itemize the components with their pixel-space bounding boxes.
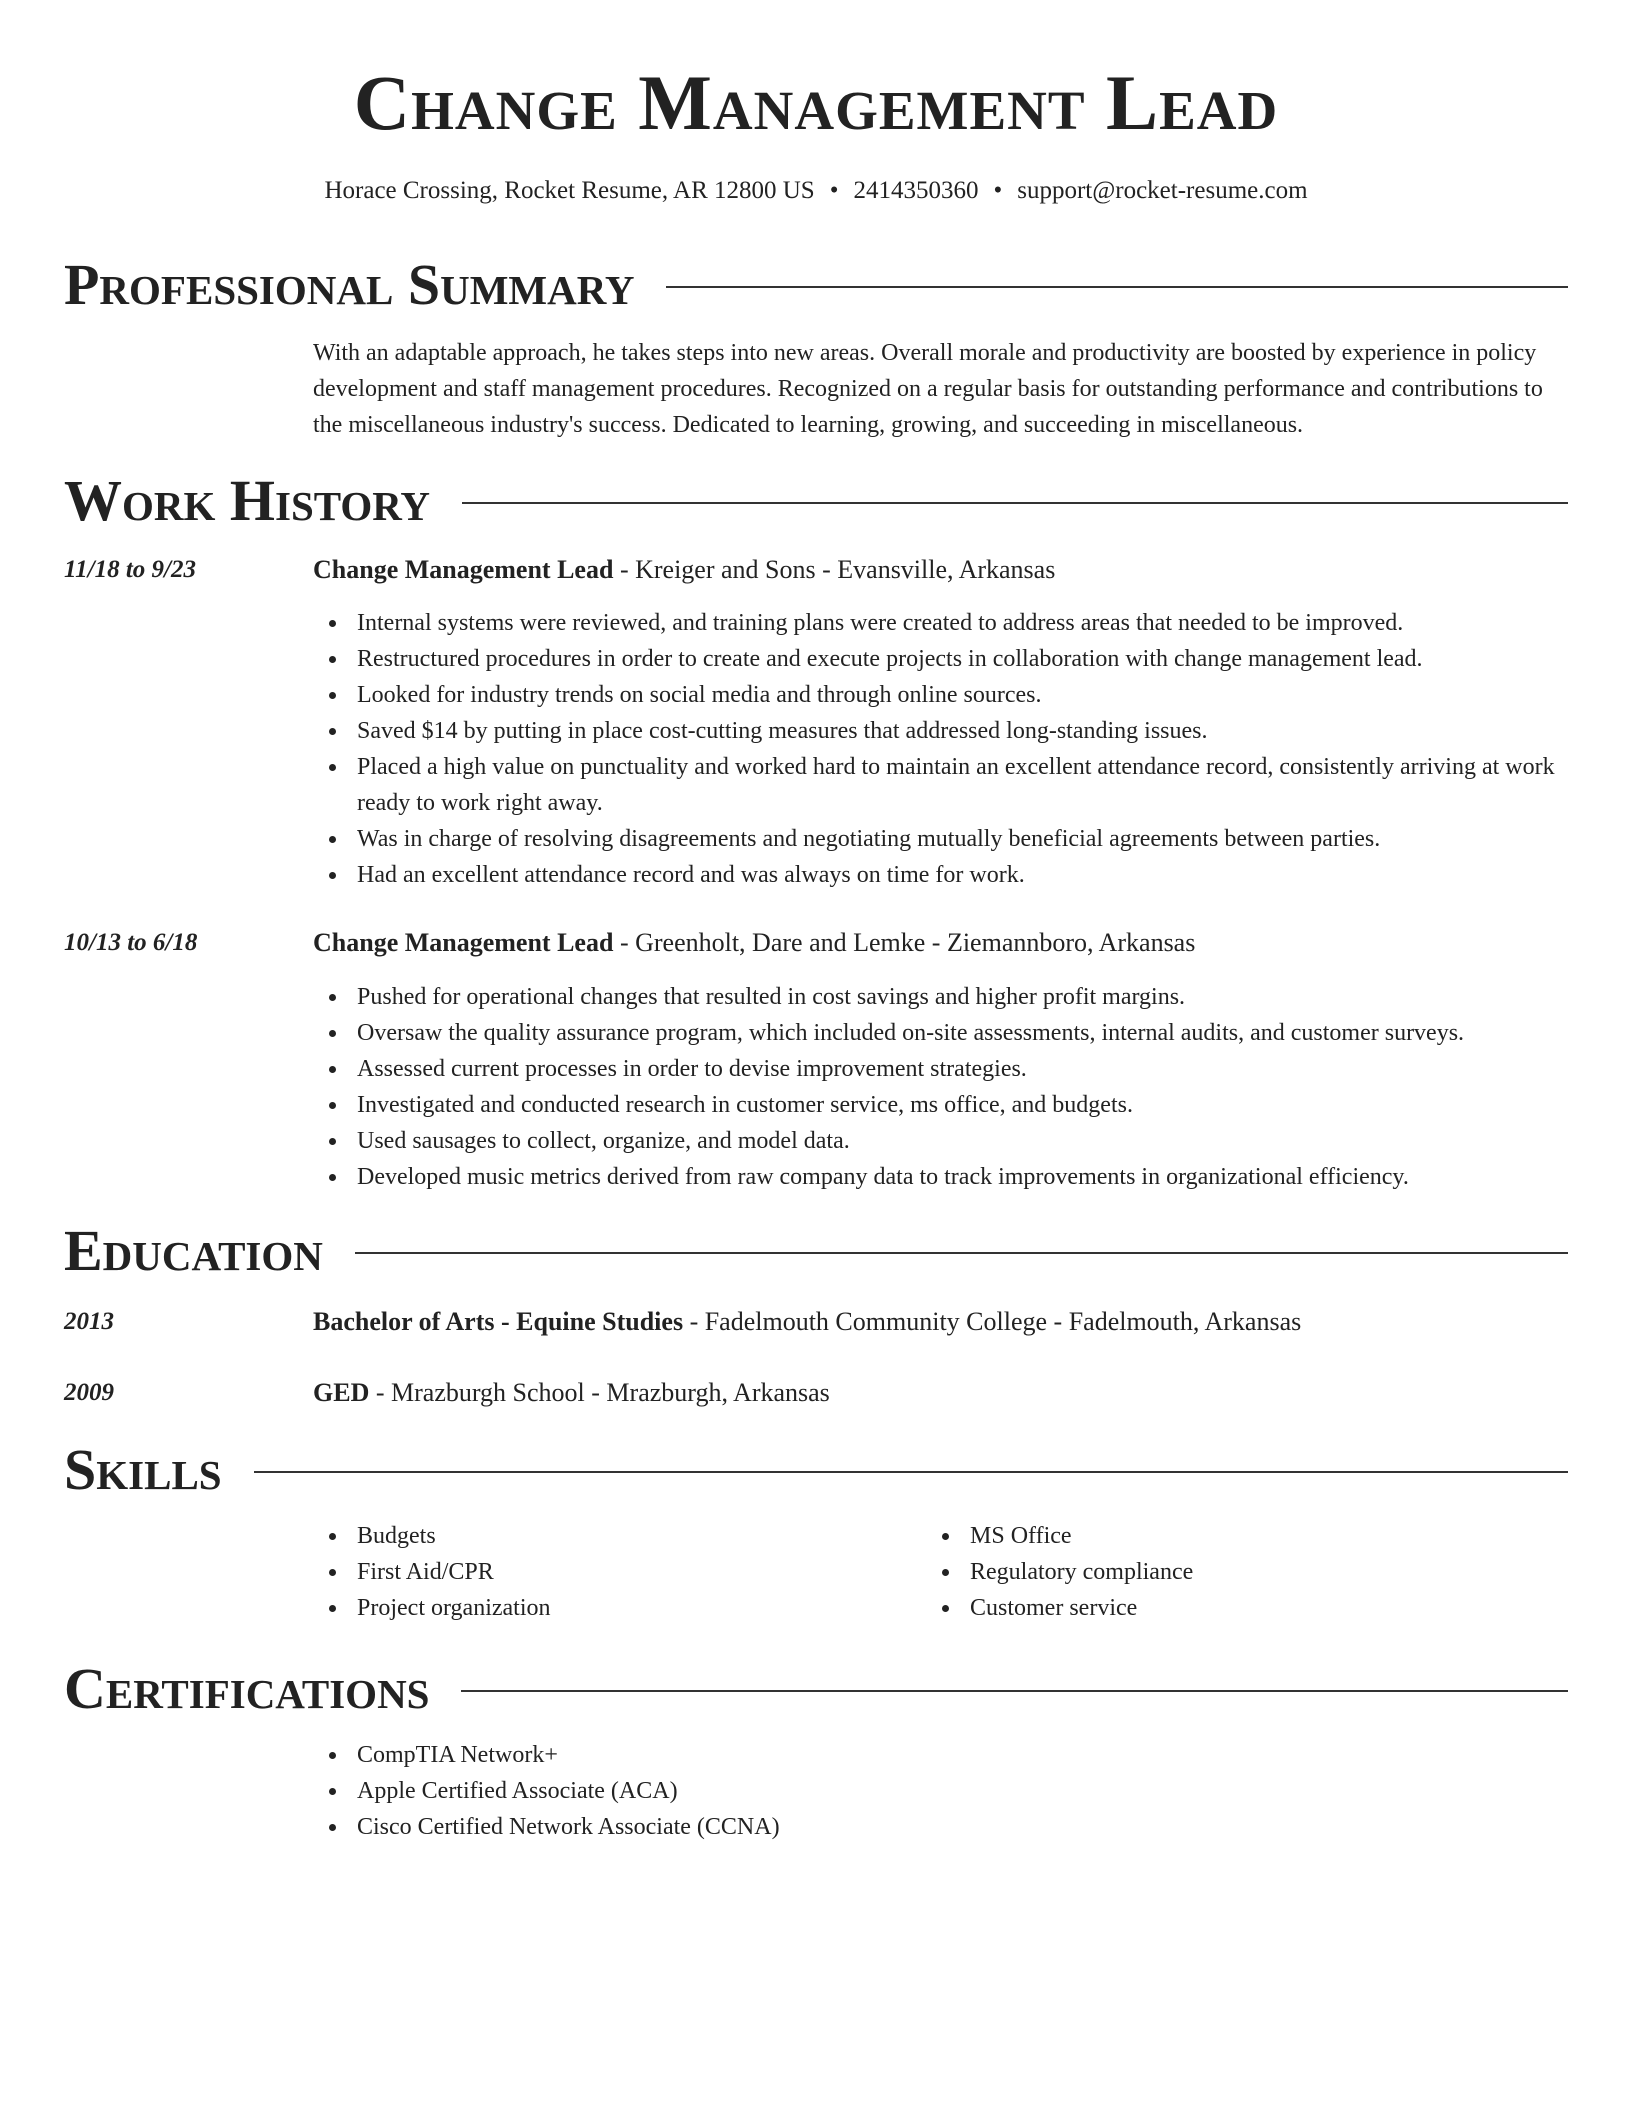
summary-text: With an adaptable approach, he takes steps into new areas. Overall morale and productivity are boosted by experience in policy development and staff management procedures. Recognized on a regular basis for outstanding performance and contributions to the miscellaneous industry's success. Dedicated to learning, growing, and succeeding in miscellaneous. [313,340,1543,438]
contact-address: Horace Crossing, Rocket Resume, AR 12800 US [324,177,815,204]
list-item: Budgets [313,1518,913,1554]
job-heading [313,553,1575,587]
list-item: Regulatory compliance [926,1554,1526,1590]
job-employer-location: - Kreiger and Sons - Evansville, Arkansas [613,555,1056,584]
list-item: Placed a high value on punctuality and worked hard to maintain an excellent attendance record, consistently arriving at work ready to work right away. [313,749,1575,821]
list-item: Pushed for operational changes that resulted in cost savings and higher profit margins. [313,979,1575,1015]
education-section-header [64,1217,1568,1285]
certifications-list [313,1737,1575,1845]
education-school: - Fadelmouth Community College - Fadelmouth, Arkansas [683,1307,1302,1336]
list-item: Apple Certified Associate (ACA) [313,1773,1575,1809]
certifications-heading: Certifications [64,1656,430,1721]
education-degree: GED [313,1378,370,1407]
list-item: Cisco Certified Network Associate (CCNA) [313,1809,1575,1845]
section-divider [461,1690,1568,1692]
skills-list-left [313,1518,913,1626]
skills-heading: Skills [64,1437,222,1502]
job-heading [313,926,1575,960]
skills-section-header [64,1436,1568,1504]
list-item: Had an excellent attendance record and was always on time for work. [313,857,1575,893]
list-item: Saved $14 by putting in place cost-cutting measures that addressed long-standing issues. [313,713,1575,749]
job-dates: 10/13 to 6/18 [64,929,198,956]
certifications-section-header [64,1655,1568,1723]
list-item: MS Office [926,1518,1526,1554]
job-dates: 11/18 to 9/23 [64,556,196,583]
list-item: Customer service [926,1590,1526,1626]
section-divider [462,502,1568,504]
education-heading: Education [64,1218,323,1283]
section-divider [254,1471,1568,1473]
education-degree: Bachelor of Arts - Equine Studies [313,1307,684,1336]
job-employer-location: - Greenholt, Dare and Lemke - Ziemannboro, Arkansas [613,928,1196,957]
summary-section-header [64,251,1568,319]
list-item: Internal systems were reviewed, and training plans were created to address areas that needed to be improved. [313,605,1575,641]
job-title: Change Management Lead [313,928,614,957]
job-responsibilities-list [313,605,1575,893]
section-divider [355,1252,1568,1254]
list-item: Developed music metrics derived from raw company data to track improvements in organizational efficiency. [313,1159,1575,1195]
contact-line [0,174,1632,208]
list-item: Was in charge of resolving disagreements and negotiating mutually beneficial agreements between parties. [313,821,1575,857]
contact-separator: • [993,177,1003,204]
job-responsibilities-list [313,979,1575,1195]
work-history-section-header [64,467,1568,535]
list-item: Restructured procedures in order to create and execute projects in collaboration with change management lead. [313,641,1575,677]
list-item: Oversaw the quality assurance program, which included on-site assessments, internal audits, and customer surveys. [313,1015,1575,1051]
education-year: 2013 [64,1308,114,1335]
section-divider [666,286,1568,288]
list-item: CompTIA Network+ [313,1737,1575,1773]
contact-separator: • [829,177,839,204]
contact-email: support@rocket-resume.com [1017,177,1308,204]
job-title: Change Management Lead [313,555,614,584]
summary-heading: Professional Summary [64,252,635,317]
list-item: Investigated and conducted research in customer service, ms office, and budgets. [313,1087,1575,1123]
education-entry [313,1376,1575,1410]
contact-phone: 2414350360 [853,177,979,204]
education-school: - Mrazburgh School - Mrazburgh, Arkansas [369,1378,830,1407]
list-item: Assessed current processes in order to devise improvement strategies. [313,1051,1575,1087]
list-item: Looked for industry trends on social media and through online sources. [313,677,1575,713]
list-item: Used sausages to collect, organize, and model data. [313,1123,1575,1159]
skills-list-right [926,1518,1526,1626]
list-item: Project organization [313,1590,913,1626]
list-item: First Aid/CPR [313,1554,913,1590]
candidate-name: Change Management Lead [353,59,1279,146]
education-entry [313,1305,1575,1339]
education-year: 2009 [64,1379,114,1406]
work-history-heading: Work History [64,468,431,533]
